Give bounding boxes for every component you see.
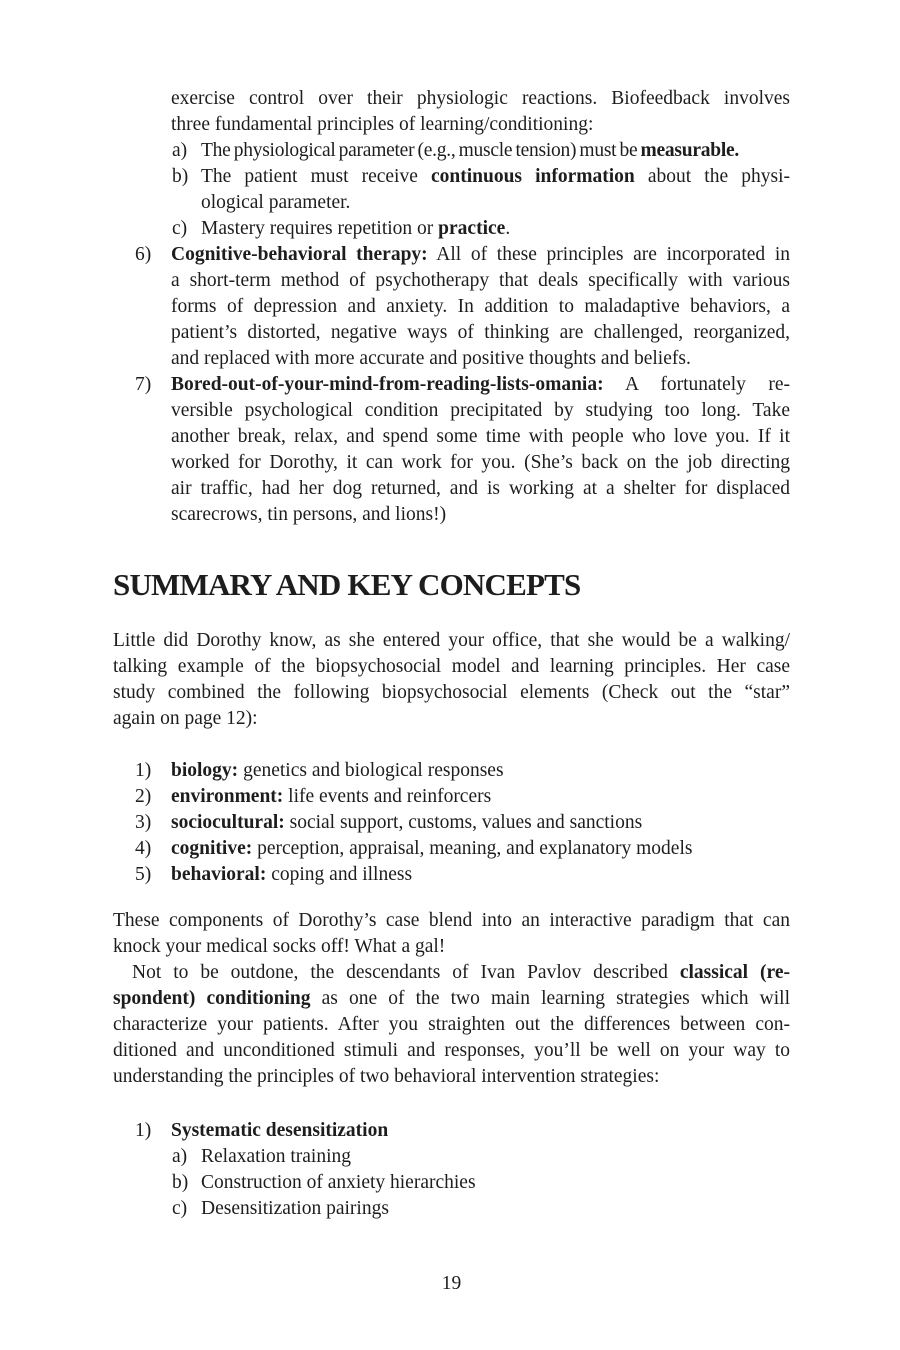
bold-text-run: practice: [438, 218, 506, 239]
text-run: These components of Dorothy’s case blend into an interactive paradigm that can: [113, 910, 790, 931]
text-run: ological parameter.: [201, 192, 351, 213]
list-item-7-omania: [113, 372, 790, 528]
text-line: [171, 242, 790, 268]
page-number: 19: [441, 1273, 462, 1294]
text-line: [171, 502, 790, 528]
text-line: [201, 1144, 790, 1170]
bold-text-run: Bored-out-of-your-mind-from-reading-lists-omania:: [171, 374, 604, 395]
text-run: social support, customs, values and sanctions: [284, 812, 643, 833]
text-line: [171, 294, 790, 320]
text-line: [113, 934, 790, 960]
text-line: [171, 862, 790, 888]
text-line: [113, 1012, 790, 1038]
text-line: [171, 1118, 790, 1144]
text-line: [171, 268, 790, 294]
text-line: [171, 112, 790, 138]
text-run: The physiological parameter (e.g., muscle tension) must be: [201, 140, 641, 161]
text-line: [201, 164, 790, 190]
text-line: [171, 398, 790, 424]
text-run: a short-term method of psychotherapy that deals specifically with various: [171, 270, 790, 291]
text-run: genetics and biological responses: [238, 760, 504, 781]
text-line: [171, 784, 790, 810]
bold-text-run: spondent) conditioning: [113, 988, 311, 1009]
biofeedback-sub-item-b: [113, 164, 790, 216]
text-line: [201, 138, 790, 164]
text-run: worked for Dorothy, it can work for you. (She’s back on the job directing: [171, 452, 790, 473]
biofeedback-continuation: [113, 86, 790, 138]
section-heading: [113, 565, 790, 605]
biofeedback-sub-item-c: [113, 216, 790, 242]
text-run: knock your medical socks off! What a gal!: [113, 936, 446, 957]
text-run: Not to be outdone, the descendants of Ivan Pavlov described: [132, 962, 680, 983]
text-line: [171, 372, 790, 398]
text-run: perception, appraisal, meaning, and explanatory models: [252, 838, 693, 859]
text-run: Little did Dorothy know, as she entered your office, that she would be a walking/: [113, 630, 790, 651]
text-run: air traffic, had her dog returned, and is working at a shelter for displaced: [171, 478, 790, 499]
text-run: three fundamental principles of learning/conditioning:: [171, 114, 594, 135]
text-run: All of these principles are incorporated in: [427, 244, 790, 265]
text-run: A fortunately re-: [603, 374, 790, 395]
strategies-list-item-1: [113, 1118, 790, 1144]
document-content: [113, 86, 790, 1222]
bold-text-run: measurable.: [640, 140, 740, 161]
list-marker: b): [172, 1172, 189, 1193]
bold-text-run: Systematic desensitization: [171, 1120, 389, 1141]
text-run: versible psychological condition precipitated by studying too long. Take: [171, 400, 790, 421]
text-line: [113, 654, 790, 680]
bold-text-run: biology:: [171, 760, 239, 781]
text-line: [201, 190, 790, 216]
text-line: [171, 450, 790, 476]
bold-text-run: sociocultural:: [171, 812, 285, 833]
list-marker: 7): [135, 374, 152, 395]
strategies-sub-item-a: [113, 1144, 790, 1170]
text-line: [113, 628, 790, 654]
text-line: [113, 986, 790, 1012]
text-run: patient’s distorted, negative ways of thinking are challenged, reorganized,: [171, 322, 790, 343]
bps-list-item-1: [113, 758, 790, 784]
bps-list-item-5: [113, 862, 790, 888]
bold-text-run: SUMMARY AND KEY CONCEPTS: [113, 567, 581, 602]
text-run: study combined the following biopsychosocial elements (Check out the “star”: [113, 682, 790, 703]
text-line: [113, 960, 790, 986]
summary-intro-paragraph: [113, 628, 790, 732]
text-run: and replaced with more accurate and positive thoughts and beliefs.: [171, 348, 691, 369]
list-marker: 4): [135, 838, 152, 859]
text-line: [113, 1038, 790, 1064]
text-line: [113, 908, 790, 934]
bps-list-item-3: [113, 810, 790, 836]
text-line: [171, 810, 790, 836]
text-run: Relaxation training: [201, 1146, 352, 1167]
list-marker: c): [172, 218, 188, 239]
text-run: another break, relax, and spend some time with people who love you. If it: [171, 426, 790, 447]
text-run: .: [505, 218, 511, 239]
list-marker: 3): [135, 812, 152, 833]
list-marker: 2): [135, 786, 152, 807]
text-run: Desensitization pairings: [201, 1198, 389, 1219]
text-line: [201, 1196, 790, 1222]
text-run: The patient must receive: [201, 166, 431, 187]
bold-text-run: continuous information: [430, 166, 635, 187]
text-line: [113, 680, 790, 706]
text-line: [201, 216, 790, 242]
text-run: talking example of the biopsychosocial model and learning principles. Her case: [113, 656, 790, 677]
text-line: [171, 86, 790, 112]
text-line: [171, 320, 790, 346]
bps-list-item-4: [113, 836, 790, 862]
text-line: [113, 706, 790, 732]
text-line: [171, 346, 790, 372]
text-line: [113, 1064, 790, 1090]
bold-text-run: cognitive:: [171, 838, 253, 859]
list-marker: a): [172, 140, 188, 161]
text-run: understanding the principles of two behavioral intervention strategies:: [113, 1066, 660, 1087]
list-marker: b): [172, 166, 189, 187]
text-run: Construction of anxiety hierarchies: [201, 1172, 476, 1193]
list-marker: c): [172, 1198, 188, 1219]
biofeedback-sub-item-a: [113, 138, 790, 164]
strategies-sub-item-c: [113, 1196, 790, 1222]
text-run: forms of depression and anxiety. In addition to maladaptive behaviors, a: [171, 296, 790, 317]
bps-list-item-2: [113, 784, 790, 810]
text-line: [171, 836, 790, 862]
text-run: about the physi-: [634, 166, 790, 187]
text-run: Mastery requires repetition or: [201, 218, 439, 239]
bold-text-run: classical (re-: [679, 962, 790, 983]
list-marker: 6): [135, 244, 152, 265]
text-line: [113, 565, 790, 605]
text-run: coping and illness: [266, 864, 413, 885]
text-line: [201, 1170, 790, 1196]
list-marker: 5): [135, 864, 152, 885]
text-line: [171, 758, 790, 784]
pavlov-paragraph: [113, 960, 790, 1090]
text-run: as one of the two main learning strategies which will: [310, 988, 790, 1009]
list-marker: 1): [135, 1120, 152, 1141]
list-marker: a): [172, 1146, 188, 1167]
strategies-sub-item-b: [113, 1170, 790, 1196]
text-run: ditioned and unconditioned stimuli and responses, you’ll be well on your way to: [113, 1040, 790, 1061]
bold-text-run: Cognitive-behavioral therapy:: [171, 244, 428, 265]
components-paragraph: [113, 908, 790, 960]
text-run: exercise control over their physiologic reactions. Biofeedback involves: [171, 88, 790, 109]
text-run: scarecrows, tin persons, and lions!): [171, 504, 447, 525]
text-line: [171, 424, 790, 450]
list-marker: 1): [135, 760, 152, 781]
bold-text-run: environment:: [171, 786, 284, 807]
text-run: characterize your patients. After you straighten out the differences between con-: [113, 1014, 790, 1035]
bold-text-run: behavioral:: [171, 864, 267, 885]
text-line: [171, 476, 790, 502]
text-run: again on page 12):: [113, 708, 258, 729]
list-item-6-cbt: [113, 242, 790, 372]
text-run: life events and reinforcers: [283, 786, 492, 807]
